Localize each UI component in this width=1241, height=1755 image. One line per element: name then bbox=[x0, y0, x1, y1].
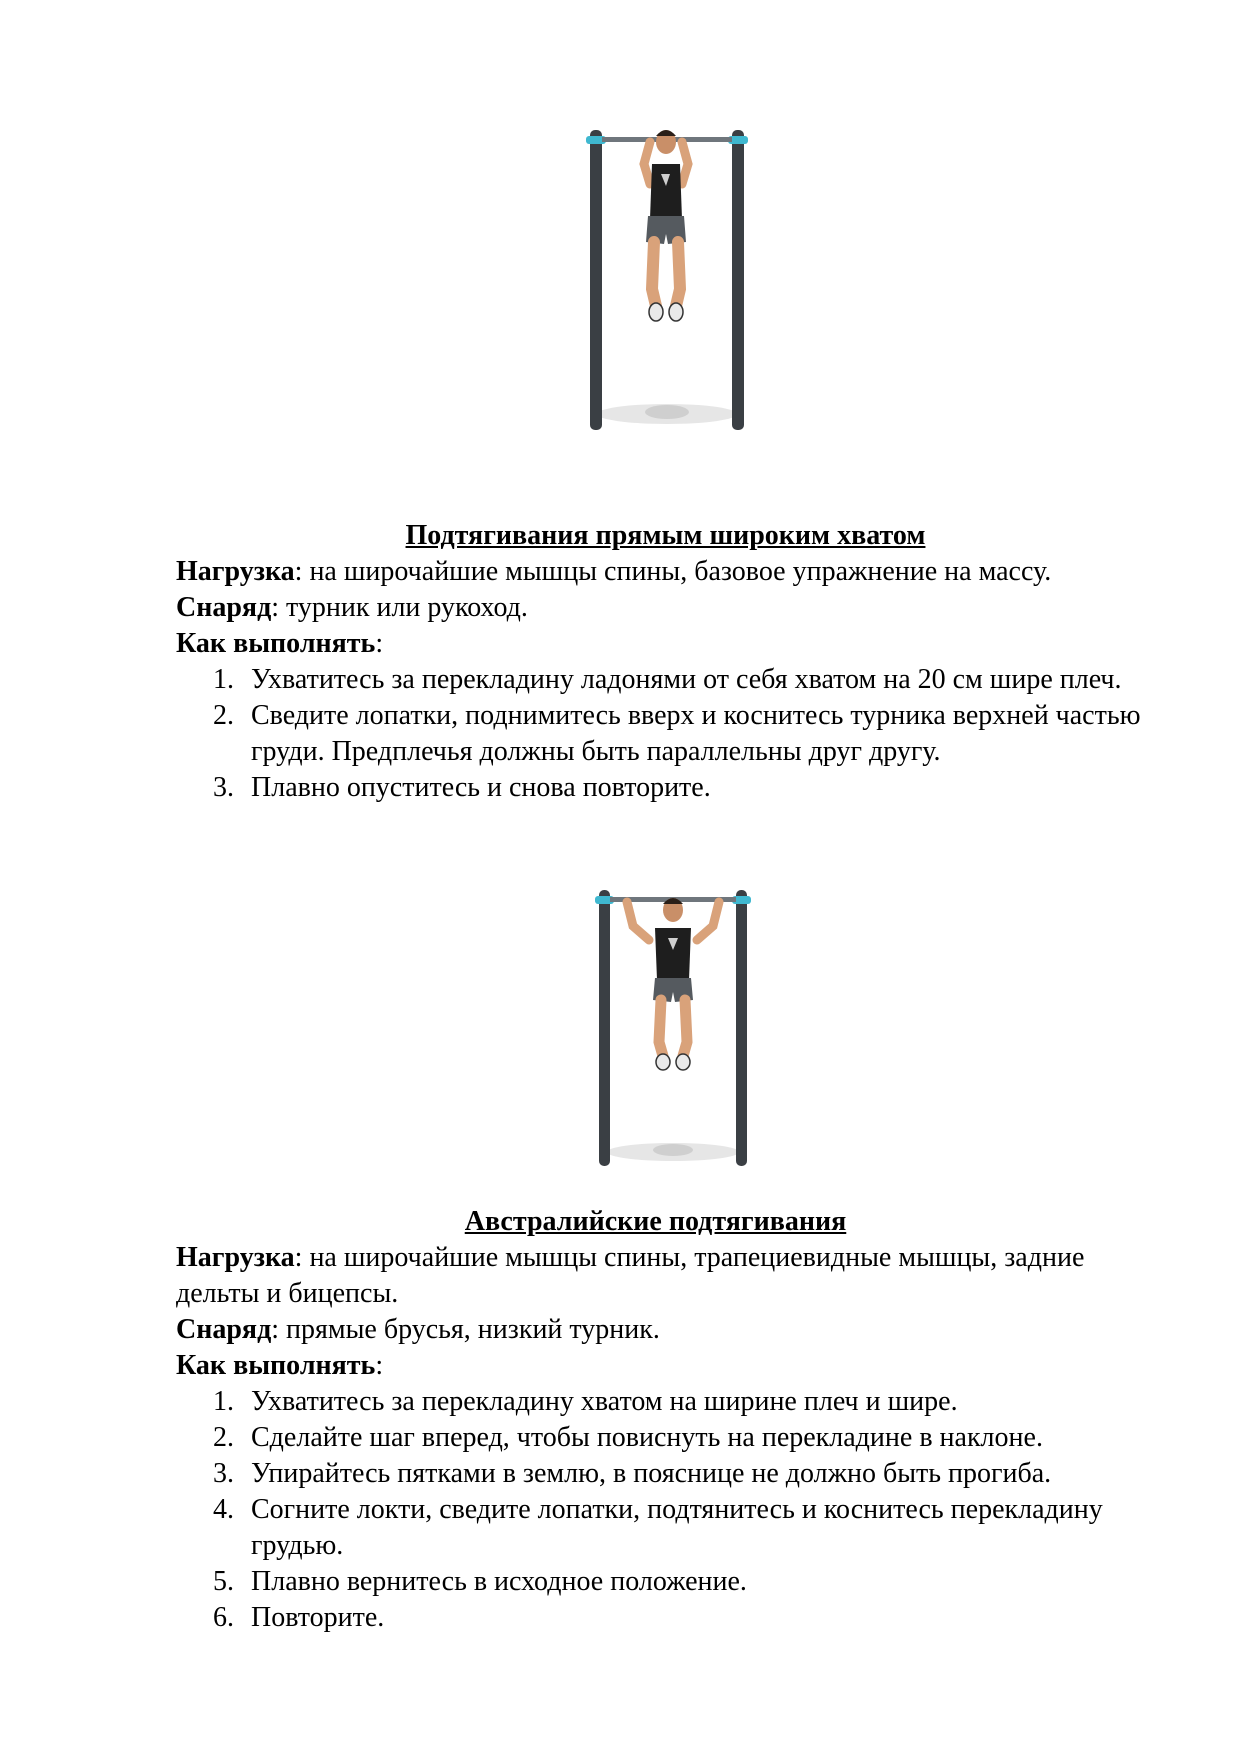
load-label: Нагрузка bbox=[176, 1242, 295, 1273]
step-text: Упирайтесь пятками в землю, в пояснице не должно быть прогиба. bbox=[251, 1458, 1052, 1489]
step-number: 3. bbox=[213, 772, 234, 803]
list-item bbox=[0, 1384, 1151, 1420]
step-text: Согните локти, сведите лопатки, подтянитесь и коснитесь перекладину грудью. bbox=[251, 1494, 1103, 1561]
list-item bbox=[0, 662, 1151, 698]
section-title: Австралийские подтягивания bbox=[464, 1206, 847, 1237]
section-wide-grip-pullups bbox=[0, 518, 1241, 806]
steps-list bbox=[0, 1384, 1241, 1636]
step-number: 2. bbox=[213, 1422, 234, 1453]
list-item bbox=[0, 1456, 1151, 1492]
how-label: Как выполнять bbox=[176, 1350, 376, 1381]
section-australian-pullups bbox=[0, 1204, 1241, 1636]
step-number: 4. bbox=[213, 1494, 234, 1525]
how-suffix: : bbox=[375, 628, 384, 659]
load-text: : на широчайшие мышцы спины, трапециевидные мышцы, задние дельты и бицепсы. bbox=[176, 1242, 1085, 1309]
how-suffix: : bbox=[375, 1350, 384, 1381]
step-text: Ухватитесь за перекладину хватом на ширине плеч и шире. bbox=[251, 1386, 958, 1417]
equipment-text: : турник или рукоход. bbox=[271, 592, 528, 623]
pullup-bar-icon bbox=[593, 884, 753, 1169]
step-number: 1. bbox=[213, 664, 234, 695]
step-text: Плавно опуститесь и снова повторите. bbox=[251, 772, 711, 803]
step-number: 3. bbox=[213, 1458, 234, 1489]
pullup-wide-grip-illustration bbox=[582, 124, 752, 434]
steps-list bbox=[0, 662, 1241, 806]
how-label: Как выполнять bbox=[176, 628, 376, 659]
step-number: 5. bbox=[213, 1566, 234, 1597]
list-item bbox=[0, 1420, 1151, 1456]
list-item bbox=[0, 698, 1151, 770]
step-number: 2. bbox=[213, 700, 234, 731]
load-text: : на широчайшие мышцы спины, базовое упражнение на массу. bbox=[294, 556, 1052, 587]
equipment-paragraph bbox=[0, 590, 1156, 626]
equipment-text: : прямые брусья, низкий турник. bbox=[271, 1314, 660, 1345]
step-text: Ухватитесь за перекладину ладонями от себя хватом на 20 см шире плеч. bbox=[251, 664, 1122, 695]
how-paragraph bbox=[0, 1348, 1156, 1384]
equipment-paragraph bbox=[0, 1312, 1156, 1348]
load-paragraph bbox=[0, 1240, 1156, 1312]
step-text: Сведите лопатки, поднимитесь вверх и коснитесь турника верхней частью груди. Предплечья должны быть параллельны друг другу. bbox=[251, 700, 1141, 767]
step-number: 6. bbox=[213, 1602, 234, 1633]
step-text: Повторите. bbox=[251, 1602, 385, 1633]
equipment-label: Снаряд bbox=[176, 1314, 272, 1345]
list-item bbox=[0, 1600, 1151, 1636]
step-number: 1. bbox=[213, 1386, 234, 1417]
pullup-bar-icon bbox=[582, 124, 752, 434]
australian-pullup-illustration bbox=[593, 884, 753, 1169]
section-title: Подтягивания прямым широким хватом bbox=[405, 520, 926, 551]
equipment-label: Снаряд bbox=[176, 592, 272, 623]
list-item bbox=[0, 1492, 1151, 1564]
step-text: Плавно вернитесь в исходное положение. bbox=[251, 1566, 747, 1597]
how-paragraph bbox=[0, 626, 1156, 662]
load-paragraph bbox=[0, 554, 1156, 590]
list-item bbox=[0, 1564, 1151, 1600]
list-item bbox=[0, 770, 1151, 806]
step-text: Сделайте шаг вперед, чтобы повиснуть на перекладине в наклоне. bbox=[251, 1422, 1043, 1453]
load-label: Нагрузка bbox=[176, 556, 295, 587]
